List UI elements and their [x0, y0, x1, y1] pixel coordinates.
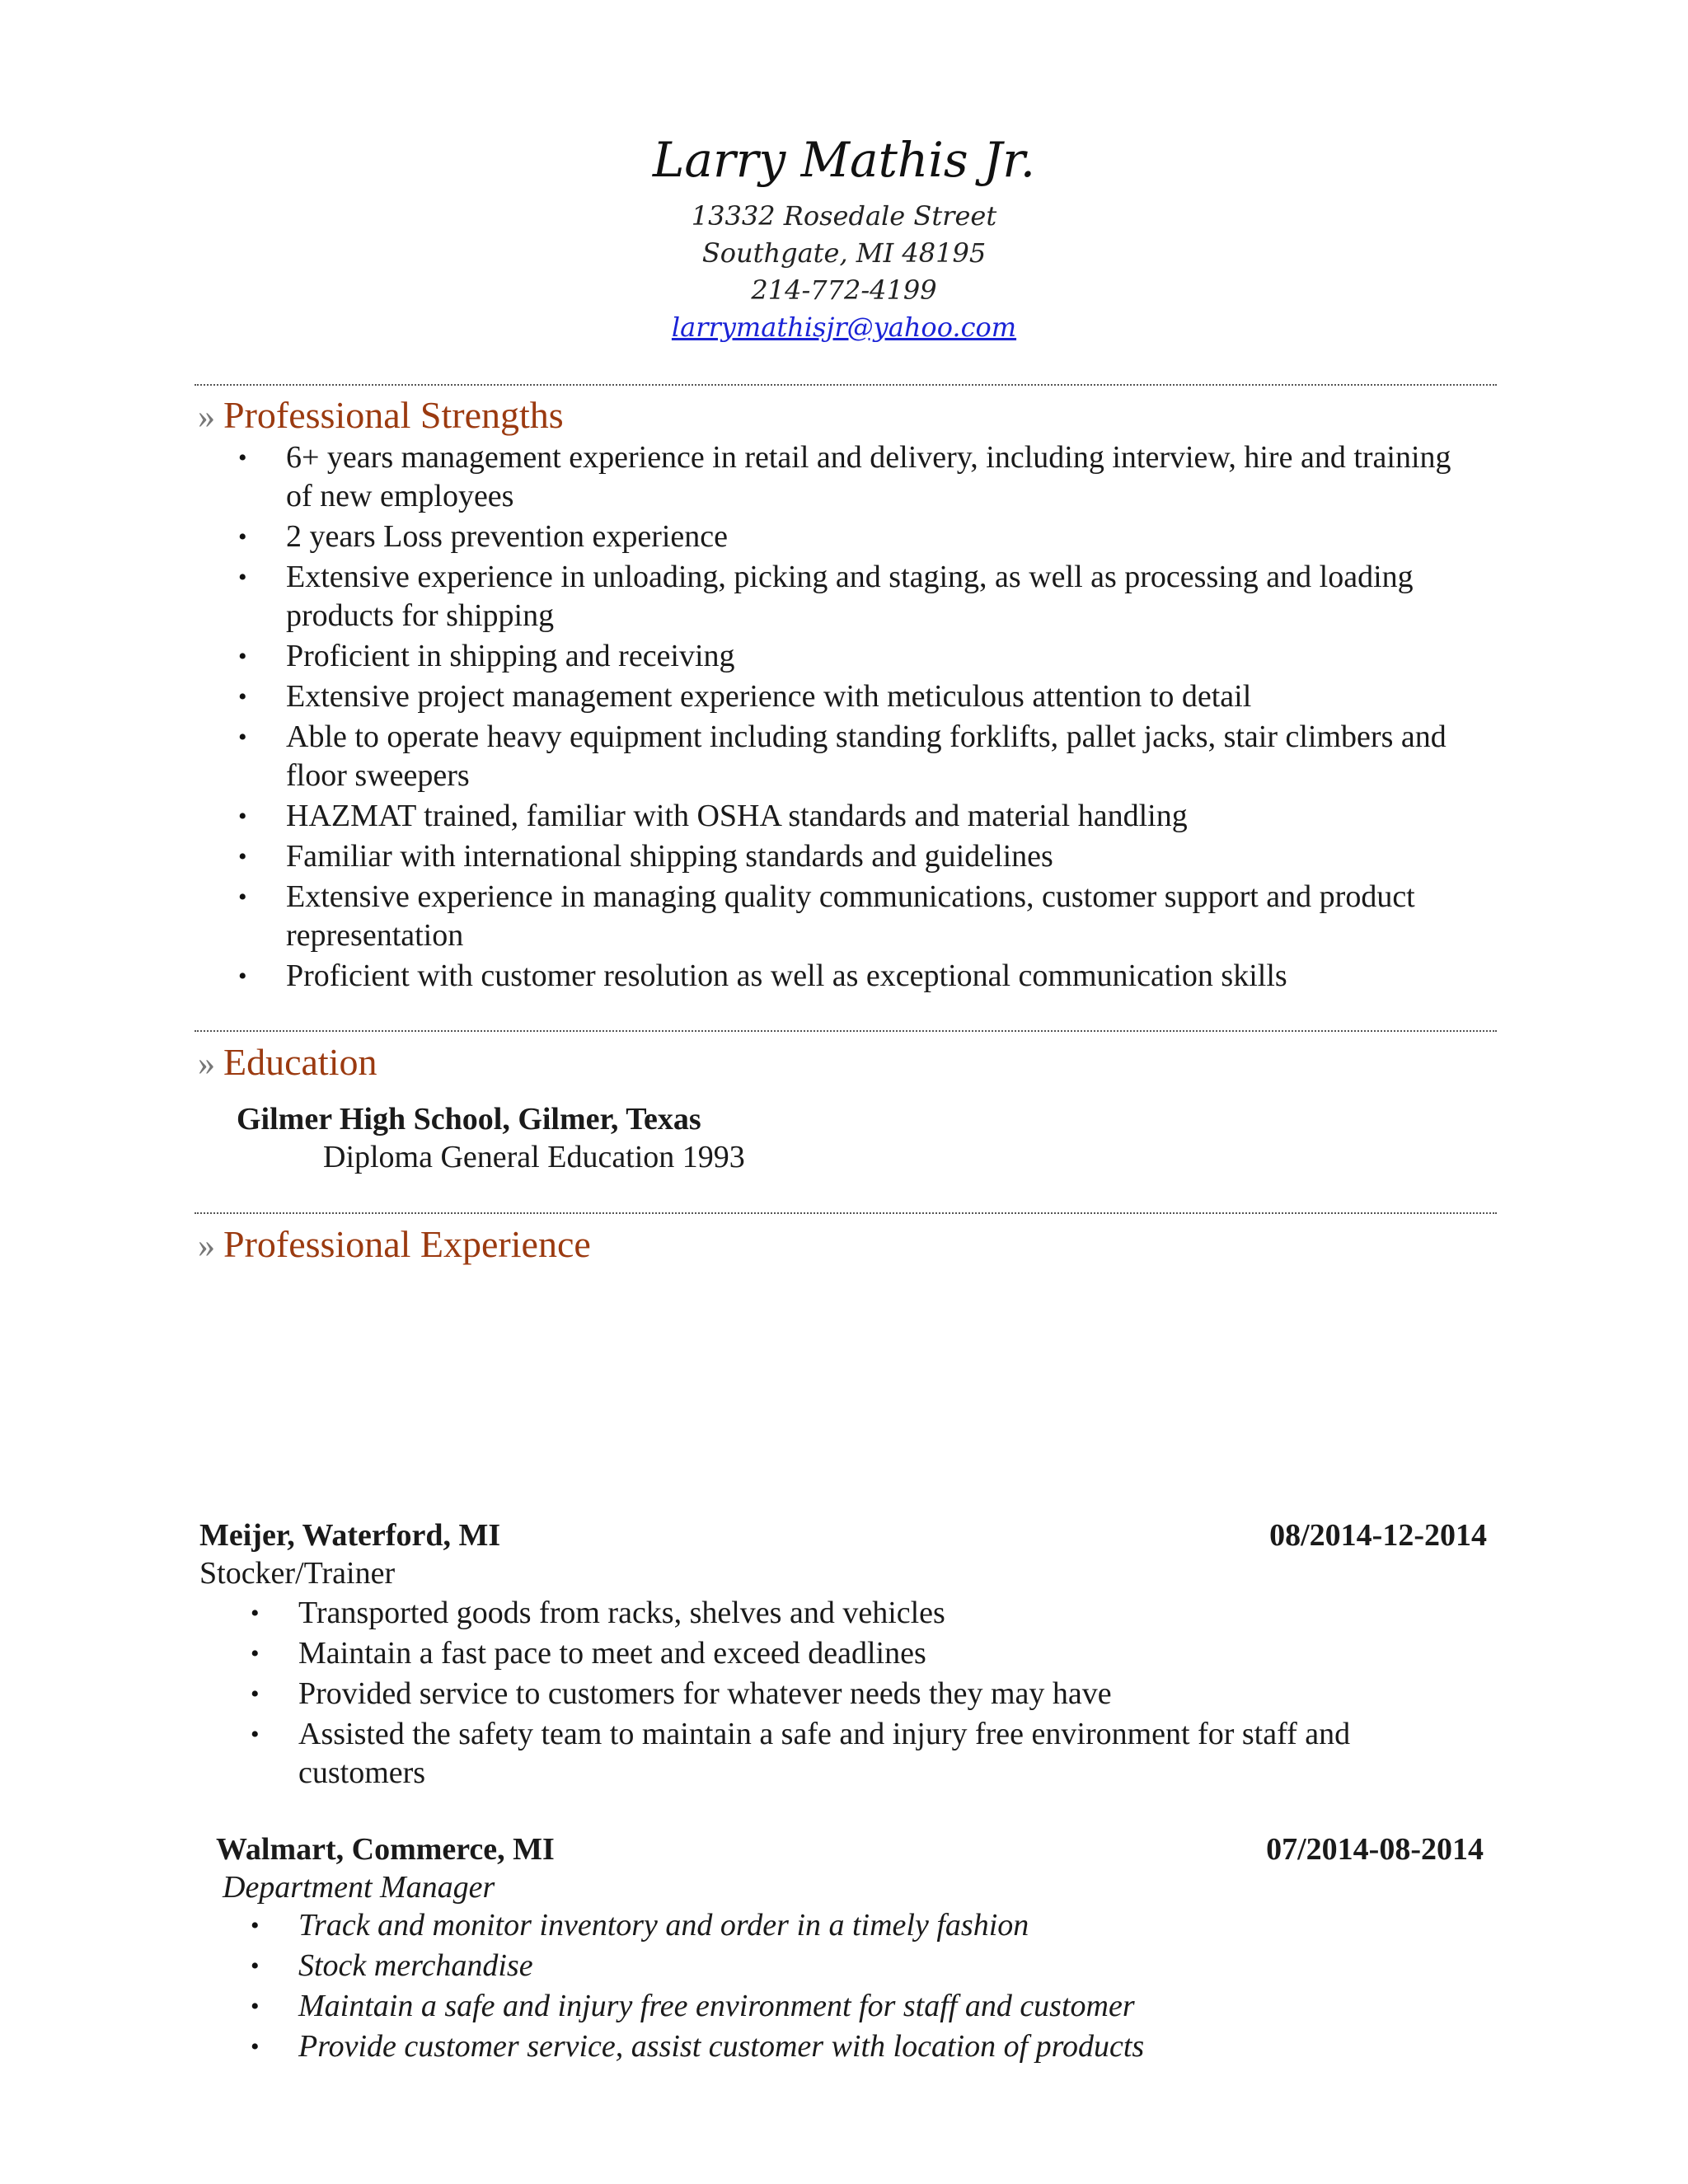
list-item: • Stock merchandise [298, 1947, 1452, 1985]
section-heading-experience [198, 1222, 591, 1266]
chevron-icon: » [198, 398, 215, 436]
phone-number: 214-772-4199 [751, 274, 937, 306]
chevron-icon: » [198, 1227, 215, 1265]
bullet-icon: • [238, 643, 247, 670]
section-heading-education [198, 1040, 377, 1084]
list-item: • Assisted the safety team to maintain a safe and injury free environment for staff and customers [251, 1717, 1351, 1790]
list-item: • Proficient in shipping and receiving [286, 637, 1481, 676]
list-item: • Transported goods from racks, shelves and vehicles [298, 1594, 1452, 1633]
bullet-icon: • [238, 523, 247, 551]
address-line-1: 13332 Rosedale Street [691, 200, 997, 232]
list-item: • HAZMAT trained, familiar with OSHA standards and material handling [286, 797, 1481, 836]
bullet-icon: • [251, 1993, 260, 2020]
bullet-icon: • [251, 1640, 260, 1667]
bullet-icon: • [251, 1952, 260, 1980]
bullet-icon: • [238, 724, 247, 751]
job-duties-list [251, 1594, 1452, 1794]
list-item: • Maintain a safe and injury free environment for staff and customer [298, 1987, 1452, 2026]
address-line-2: Southgate, MI 48195 [701, 237, 987, 269]
section-divider [195, 1030, 1497, 1032]
school-name: Gilmer High School, Gilmer, Texas [237, 1102, 701, 1137]
strengths-list [238, 438, 1481, 997]
section-title: Professional Experience [223, 1223, 591, 1265]
list-item: • Extensive experience in unloading, picking and staging, as well as processing and loading products for shipping [238, 560, 1414, 633]
diploma: Diploma General Education 1993 [323, 1140, 745, 1174]
bullet-icon: • [251, 1600, 260, 1627]
email-link[interactable]: larrymathisjr@yahoo.com [671, 312, 1017, 343]
list-item: • Familiar with international shipping standards and guidelines [286, 837, 1481, 876]
section-title: Professional Strengths [223, 394, 564, 436]
job-employer: Meijer, Waterford, MI [199, 1518, 501, 1553]
list-item: • Provided service to customers for whatever needs they may have [298, 1675, 1452, 1713]
list-item: • 6+ years management experience in retail and delivery, including interview, hire and training of new employees [238, 440, 1451, 513]
job-duties-list [251, 1906, 1452, 2068]
bullet-icon: • [251, 1912, 260, 1939]
list-item: • Provide customer service, assist customer with location of products [298, 2027, 1452, 2066]
list-item: • Track and monitor inventory and order in a timely fashion [298, 1906, 1452, 1945]
list-item: • Proficient with customer resolution as well as exceptional communication skills [286, 957, 1481, 996]
bullet-icon: • [251, 1680, 260, 1708]
bullet-icon: • [251, 1721, 260, 1748]
section-divider [195, 1212, 1497, 1214]
bullet-icon: • [238, 963, 247, 990]
list-item: • 2 years Loss prevention experience [286, 518, 1481, 556]
job-role: Stocker/Trainer [199, 1556, 396, 1591]
bullet-icon: • [238, 683, 247, 710]
bullet-icon: • [238, 843, 247, 870]
list-item: • Extensive project management experience with meticulous attention to detail [286, 677, 1481, 716]
job-employer: Walmart, Commerce, MI [216, 1832, 555, 1867]
bullet-icon: • [238, 564, 247, 591]
list-item: • Able to operate heavy equipment including standing forklifts, pallet jacks, stair climbers and floor sweepers [238, 719, 1447, 793]
bullet-icon: • [238, 444, 247, 471]
section-title: Education [223, 1041, 377, 1083]
chevron-icon: » [198, 1045, 215, 1083]
job-dates: 08/2014-12-2014 [1269, 1518, 1487, 1553]
resume-name: Larry Mathis Jr. [652, 132, 1036, 188]
job-dates: 07/2014-08-2014 [1266, 1832, 1484, 1867]
bullet-icon: • [251, 2033, 260, 2060]
section-divider [195, 384, 1497, 386]
job-role: Department Manager [223, 1870, 495, 1905]
list-item: • Extensive experience in managing quality communications, customer support and product representation [238, 879, 1415, 953]
section-heading-strengths [198, 393, 564, 437]
bullet-icon: • [238, 803, 247, 830]
bullet-icon: • [238, 883, 247, 911]
list-item: • Maintain a fast pace to meet and exceed deadlines [298, 1634, 1452, 1673]
